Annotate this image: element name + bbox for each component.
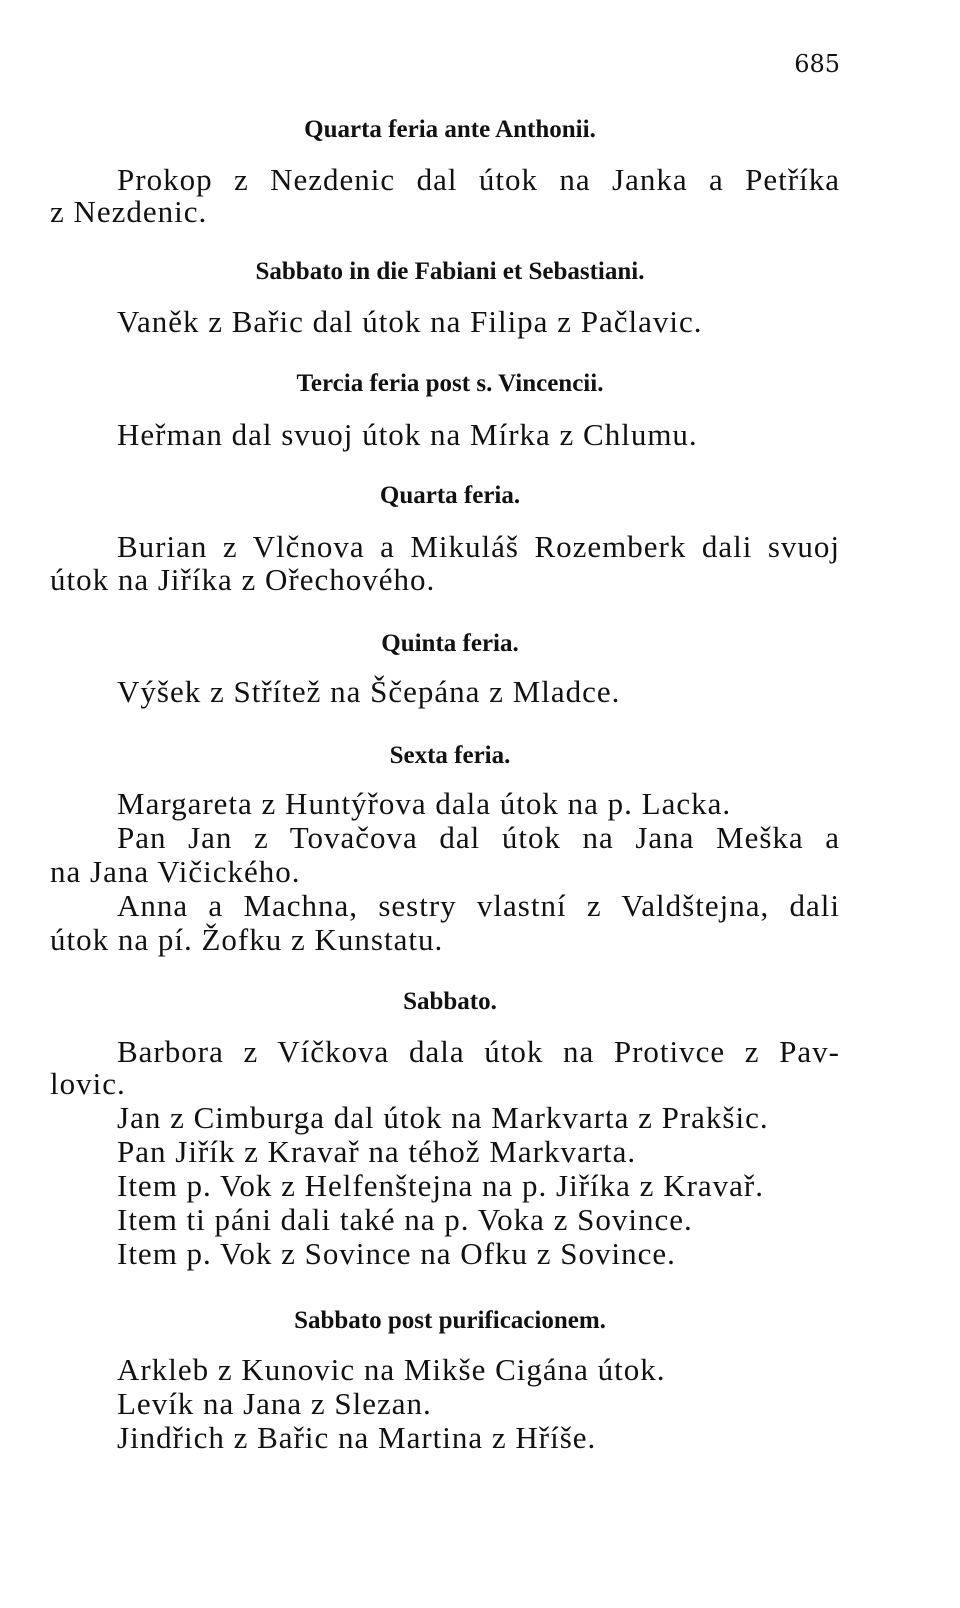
section-heading: Tercia feria post s. Vincencii. (296, 370, 604, 397)
text-line: Prokop z Nezdenic dal útok na Janka a Petříka (117, 162, 840, 197)
text-line: Anna a Machna, sestry vlastní z Valdštejna, dali (117, 888, 840, 923)
text-line: útok na pí. Žofku z Kunstatu. (50, 922, 444, 957)
text-line: Arkleb z Kunovic na Mikše Cigána útok. (117, 1352, 666, 1387)
section-heading: Sabbato. (403, 988, 497, 1015)
text-line: Item p. Vok z Sovince na Ofku z Sovince. (117, 1236, 676, 1271)
section-heading: Quarta feria. (379, 482, 521, 509)
text-line: Item ti páni dali také na p. Voka z Sovince. (117, 1202, 693, 1237)
section-heading: Quinta feria. (381, 630, 519, 657)
text-line: útok na Jiříka z Ořechového. (50, 562, 436, 597)
section-heading: Quarta feria ante Anthonii. (304, 116, 596, 143)
text-line: Barbora z Víčkova dala útok na Protivce z Pav- (117, 1034, 840, 1069)
text-line: Pan Jiřík z Kravař na téhož Markvarta. (117, 1134, 637, 1169)
text-line: Levík na Jana z Slezan. (117, 1386, 432, 1421)
text-line: Margareta z Huntýřova dala útok na p. Lacka. (117, 786, 732, 821)
page-number: 685 (794, 50, 840, 78)
text-line: Burian z Vlčnova a Mikuláš Rozemberk dali svuoj (117, 529, 840, 564)
text-line: Výšek z Střítež na Ščepána z Mladce. (117, 674, 621, 709)
section-heading: Sexta feria. (389, 742, 511, 769)
text-line: lovic. (50, 1066, 126, 1101)
text-line: Vaněk z Bařic dal útok na Filipa z Pačlavic. (117, 304, 703, 339)
text-line: na Jana Vičického. (50, 854, 301, 889)
text-line: Heřman dal svuoj útok na Mírka z Chlumu. (117, 417, 698, 452)
text-line: Pan Jan z Tovačova dal útok na Jana Meška a (117, 820, 840, 855)
text-line: Jindřich z Bařic na Martina z Hříše. (117, 1420, 597, 1455)
text-line: Jan z Cimburga dal útok na Markvarta z Prakšic. (117, 1100, 769, 1135)
section-heading: Sabbato post purificacionem. (294, 1307, 606, 1334)
text-line: Item p. Vok z Helfenštejna na p. Jiříka z Kravař. (117, 1168, 764, 1203)
text-line: z Nezdenic. (50, 194, 208, 229)
section-heading: Sabbato in die Fabiani et Sebastiani. (255, 258, 645, 285)
